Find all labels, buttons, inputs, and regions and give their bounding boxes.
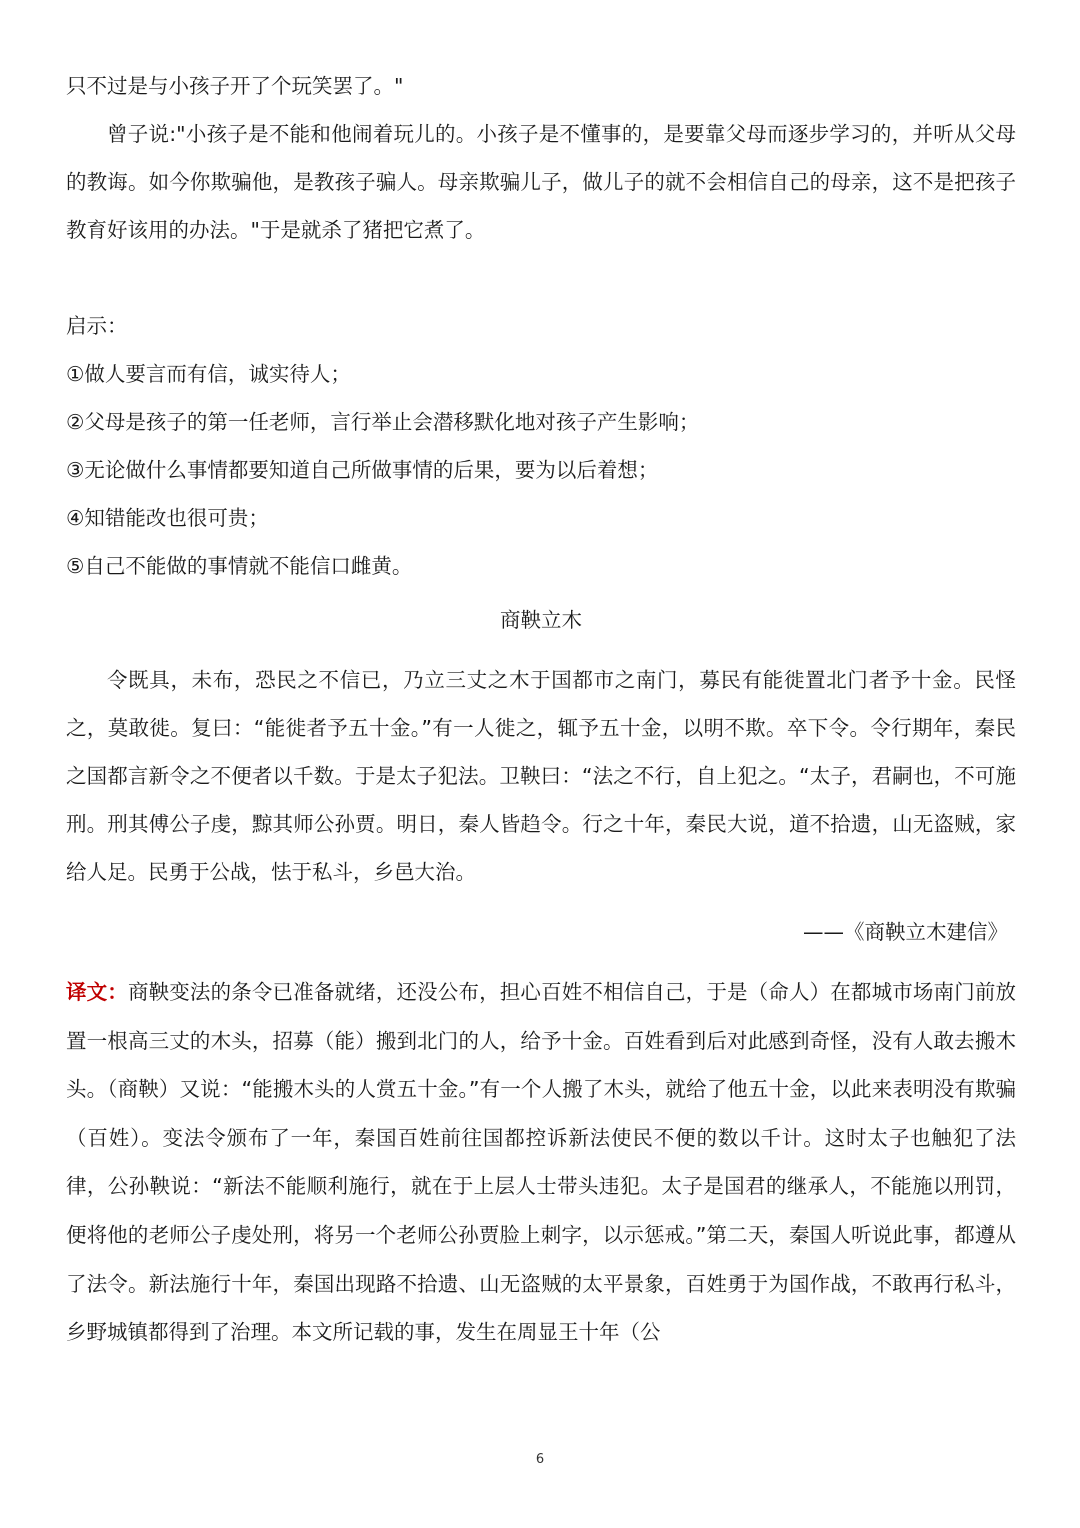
lesson-item: ④知错能改也很可贵； [66, 506, 269, 530]
translation-label: 译文： [66, 980, 128, 1004]
lesson-item: ②父母是孩子的第一任老师，言行举止会潜移默化地对孩子产生影响； [66, 410, 700, 434]
lessons-section [66, 302, 1016, 590]
story-source: ——《商鞅立木建信》 [803, 920, 1008, 944]
translation-text: 商鞅变法的条令已准备就绪，还没公布，担心百姓不相信自己，于是（命人）在都城市场南门前放置一根高三丈的木头，招募（能）搬到北门的人，给予十金。百姓看到后对此感到奇怪，没有人敢去搬木头。（商鞅）又说：“能搬木头的人赏五十金。”有一个人搬了木头，就给了他五十金，以此来表明没有欺骗（百姓）。变法令颁布了一年，秦国百姓前往国都控诉新法使民不便的数以千计。这时太子也触犯了法律，公孙鞅说：“新法不能顺利施行，就在于上层人士带头违犯。太子是国君的继承人，不能施以刑罚，便将他的老师公子虔处刑，将另一个老师公孙贾脸上刺字，以示惩戒。”第二天，秦国人听说此事，都遵从了法令。新法施行十年，秦国出现路不拾遗、山无盗贼的太平景象，百姓勇于为国作战，不敢再行私斗，乡野城镇都得到了治理。本文所记载的事，发生在周显王十年（公 [66, 980, 1016, 1345]
translation-paragraph [66, 968, 1016, 1357]
story-section [66, 596, 1016, 956]
zengzi-reply-paragraph: 曾子说:"小孩子是不能和他闹着玩儿的。小孩子是不懂事的，是要靠父母而逐步学习的，并听从父母的教诲。如今你欺骗他，是教孩子骗人。母亲欺骗儿子，做儿子的就不会相信自己的母亲，这不是把孩子教育好该用的办法。"于是就杀了猪把它煮了。 [66, 122, 1016, 242]
translation-section [66, 968, 1016, 1357]
page-number: 6 [535, 1452, 545, 1467]
lesson-item: ⑤自己不能做的事情就不能信口雌黄。 [66, 554, 413, 578]
story-title: 商鞅立木 [500, 608, 582, 632]
lesson-item: ①做人要言而有信，诚实待人； [66, 362, 351, 386]
lessons-heading: 启示： [66, 314, 128, 338]
document-page [66, 62, 1016, 1357]
lesson-item: ③无论做什么事情都要知道自己所做事情的后果，要为以后着想； [66, 458, 659, 482]
section-spacer [66, 254, 1016, 302]
story-text: 令既具，未布，恐民之不信已，乃立三丈之木于国都市之南门，募民有能徙置北门者予十金。民怪之，莫敢徙。复曰：“能徙者予五十金。”有一人徙之，辄予五十金，以明不欺。卒下令。令行期年，秦民之国都言新令之不便者以千数。于是太子犯法。卫鞅曰：“法之不行，自上犯之。“太子，君嗣也，不可施刑。刑其傅公子虔，黥其师公孙贾。明日，秦人皆趋令。行之十年，秦民大说，道不拾遗，山无盗贼，家给人足。民勇于公战，怯于私斗，乡邑大治。 [66, 668, 1016, 884]
prev-story-closing-line: 只不过是与小孩子开了个玩笑罢了。" [66, 74, 404, 98]
